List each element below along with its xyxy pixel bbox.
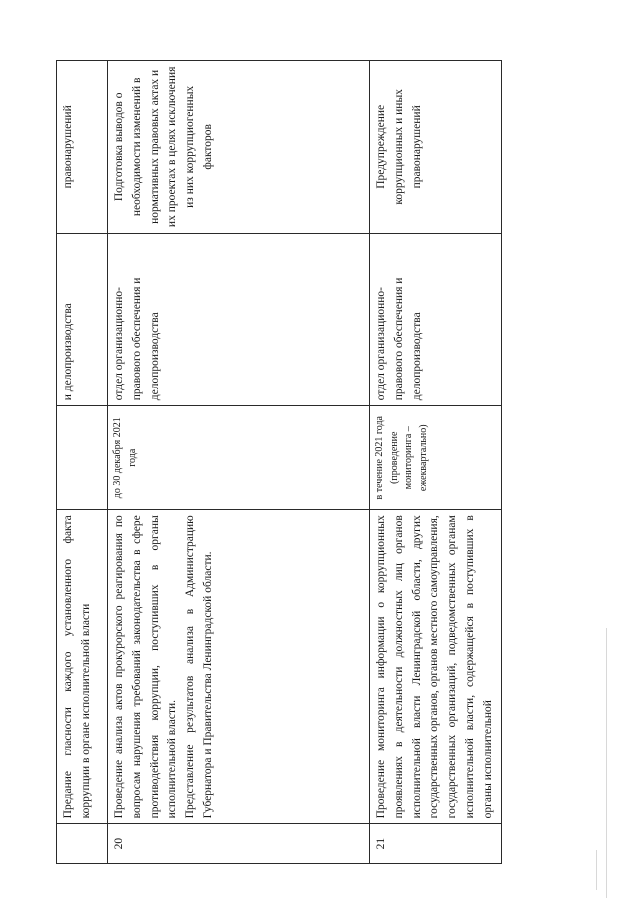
measure-description-continued: Представление результатов анализа в Администрацию Губернатора и Правительства Ленинградской области. bbox=[184, 515, 215, 819]
table-row bbox=[108, 61, 370, 864]
executor-cell: и делопроизводства bbox=[57, 233, 108, 406]
measure-description-cell bbox=[108, 510, 370, 824]
measure-description-cell bbox=[57, 510, 108, 824]
expected-result-cell: правонарушений bbox=[57, 61, 108, 234]
row-number-cell bbox=[57, 824, 108, 864]
scan-edge-mark bbox=[606, 628, 607, 898]
measure-description: Предание гласности каждого установленного факта коррупции в органе исполнительной власти bbox=[62, 515, 92, 819]
expected-result-cell: Предупреждение коррупционных и иных правонарушений bbox=[370, 61, 502, 234]
measure-description-cell bbox=[370, 510, 502, 824]
expected-result-cell: Подготовка выводов о необходимости изменений в нормативных правовых актах и их проектах в целях исключения из них коррупциогенных факторов bbox=[108, 61, 370, 234]
rotated-table-container bbox=[56, 60, 494, 864]
row-number-cell: 21 bbox=[370, 824, 502, 864]
row-number-cell: 20 bbox=[108, 824, 370, 864]
scan-edge-mark bbox=[596, 850, 597, 890]
deadline-cell: в течение 2021 года (проведение мониторинга – ежеквартально) bbox=[370, 406, 502, 510]
measure-description: Проведение анализа актов прокурорского реагирования по вопросам нарушения требований законодательства в сфере противодействия коррупции, поступивших в органы исполнительной власти. bbox=[113, 515, 179, 819]
table-row bbox=[370, 61, 502, 864]
deadline-cell: до 30 декабря 2021 года bbox=[108, 406, 370, 510]
measure-description: Проведение мониторинга информации о коррупционных проявлениях в деятельности должностных лиц органов исполнительной власти Ленинградской области, других государственных органов, органов местного самоуправления, государственных организаций, подведомственных органам исполнительной власти, содержащейся в поступивших в органы исполнительной bbox=[375, 515, 494, 819]
deadline-cell bbox=[57, 406, 108, 510]
executor-cell: отдел организационно-правового обеспечения и делопроизводства bbox=[108, 233, 370, 406]
executor-cell: отдел организационно-правового обеспечения и делопроизводства bbox=[370, 233, 502, 406]
anti-corruption-plan-table bbox=[56, 60, 502, 864]
table-row bbox=[57, 61, 108, 864]
